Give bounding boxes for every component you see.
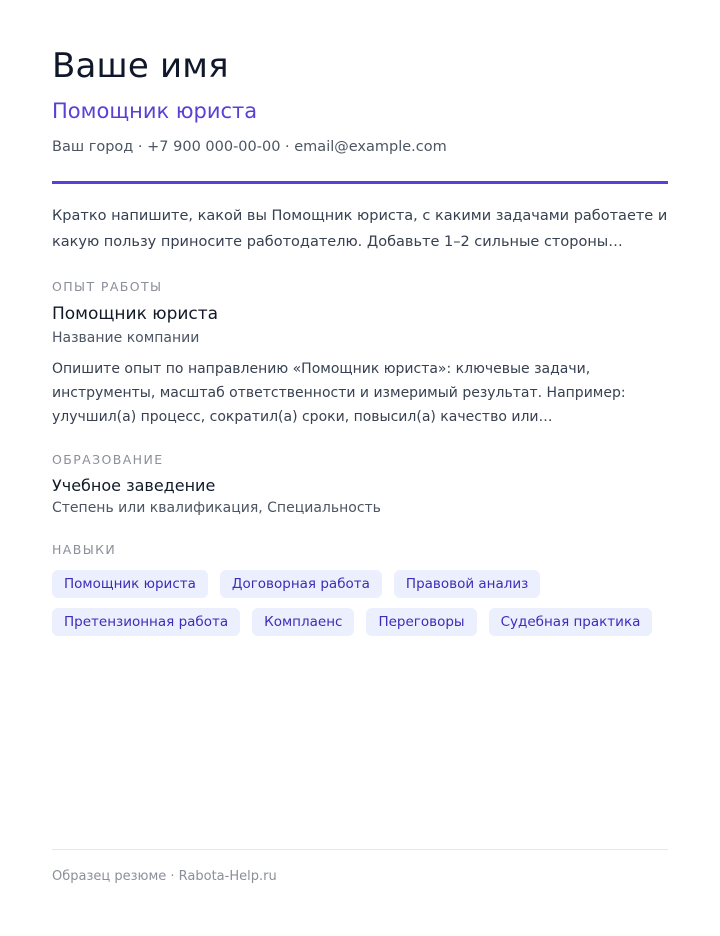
footer-text: Образец резюме · Rabota-Help.ru	[52, 869, 277, 884]
skill-chip: Комплаенс	[252, 608, 354, 636]
experience-section-title: ОПЫТ РАБОТЫ	[52, 279, 163, 294]
education-degree: Степень или квалификация, Специальность	[52, 500, 381, 516]
education-section-title: ОБРАЗОВАНИЕ	[52, 452, 164, 467]
skills-list	[52, 570, 668, 636]
job-title: Помощник юриста	[52, 304, 219, 324]
skill-chip: Переговоры	[366, 608, 476, 636]
resume-name: Ваше имя	[52, 46, 229, 86]
skill-chip: Претензионная работа	[52, 608, 240, 636]
skill-chip: Правовой анализ	[394, 570, 540, 598]
resume-role: Помощник юриста	[52, 99, 258, 123]
skills-section-title: НАВЫКИ	[52, 542, 117, 557]
summary-text: Кратко напишите, какой вы Помощник юриста, с какими задачами работаете и какую пользу приносите работодателю. Добавьте 1–2 сильные стороны…	[52, 208, 668, 250]
company-name: Название компании	[52, 330, 200, 346]
education-school: Учебное заведение	[52, 476, 216, 495]
header-divider	[52, 181, 668, 184]
footer-divider	[52, 849, 668, 850]
job-description: Опишите опыт по направлению «Помощник юриста»: ключевые задачи, инструменты, масштаб ответственности и измеримый результат. Например: улучшил(а) процесс, сократил(а) сроки, повысил(а) качество или…	[52, 361, 626, 425]
skill-chip: Помощник юриста	[52, 570, 208, 598]
skill-chip: Договорная работа	[220, 570, 382, 598]
skill-chip: Судебная практика	[489, 608, 653, 636]
contact-line: Ваш город · +7 900 000-00-00 · email@example.com	[52, 139, 447, 155]
